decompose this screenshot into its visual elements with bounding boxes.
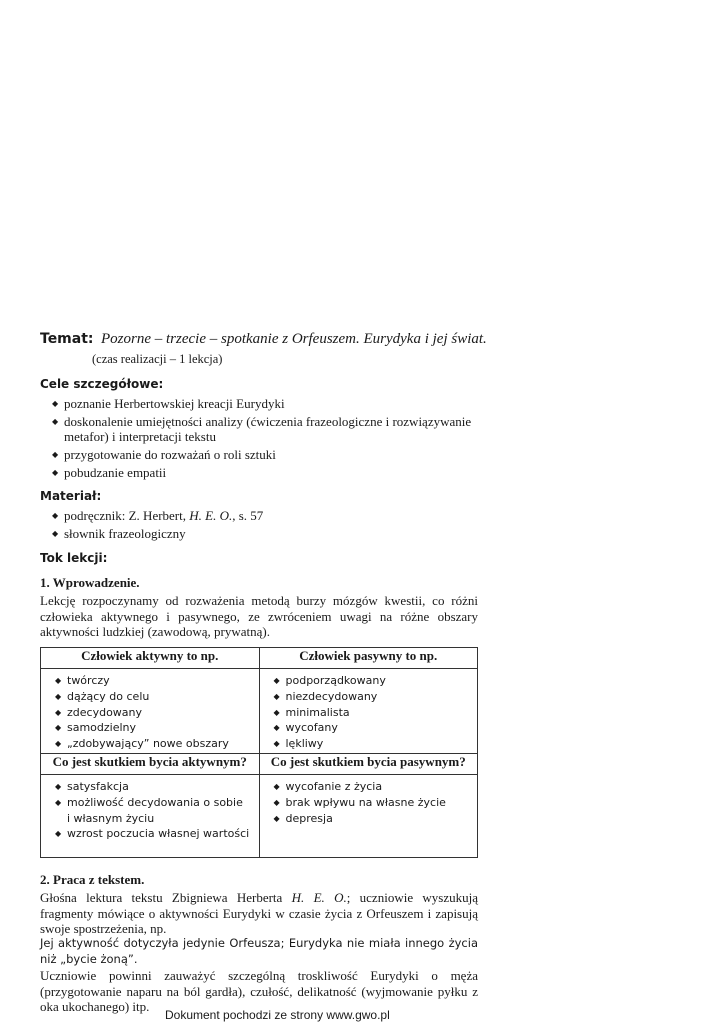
list-item: ◆ doskonalenie umiejętności analizy (ćwiczenia frazeologiczne i rozwiązywanie metafor) i interpretacji tekstu <box>52 414 480 444</box>
topic-title: Pozorne – trzecie – spotkanie z Orfeuszem. Eurydyka i jej świat. <box>101 331 487 347</box>
section2-title: 2. Praca z tekstem. <box>40 872 145 887</box>
footer-source: Dokument pochodzi ze strony www.gwo.pl <box>165 1008 390 1022</box>
list-item: ◆ depresja <box>274 811 478 827</box>
section2-paragraph-2: Jej aktywność dotyczyła jedynie Orfeusza; Eurydyka nie miała innego życia niż „bycie żoną”. <box>40 936 478 966</box>
list-item: ◆ zdecydowany <box>55 705 259 721</box>
table-header: Co jest skutkiem bycia pasywnym? <box>259 754 478 775</box>
topic-label: Temat: <box>40 331 94 347</box>
list-item: ◆ podporządkowany <box>274 673 478 689</box>
goals-heading: Cele szczegółowe: <box>40 377 164 391</box>
list-item: ◆ lękliwy <box>274 736 478 752</box>
topic-line <box>40 331 490 348</box>
goals-list <box>52 396 480 483</box>
section2-paragraph-1: Głośna lektura tekstu Zbigniewa Herberta H. E. O.; uczniowie wyszukują fragmenty mówiące o aktywności Eurydyki w czasie życia z Orfeuszem i zapisują swoje spostrzeżenia, np. <box>40 890 478 936</box>
topic-duration: (czas realizacji – 1 lekcja) <box>92 352 223 366</box>
table-cell <box>259 669 478 754</box>
list-item: ◆ „zdobywający” nowe obszary <box>55 736 259 752</box>
lesson-heading: Tok lekcji: <box>40 551 108 565</box>
table-cell <box>259 775 478 858</box>
list-item: ◆ wycofany <box>274 720 478 736</box>
list-item: ◆ słownik frazeologiczny <box>52 526 480 541</box>
list-item: ◆ podręcznik: Z. Herbert, H. E. O., s. 57 <box>52 508 480 523</box>
list-item: ◆ wzrost poczucia własnej wartości <box>55 826 259 842</box>
material-list <box>52 508 480 544</box>
list-item: ◆ minimalista <box>274 705 478 721</box>
section1-text: Lekcję rozpoczynamy od rozważenia metodą burzy mózgów kwestii, co różni człowieka aktywnego i pasywnego, ze zwróceniem uwagi na różne obszary aktywności ludzkiej (zawodową, prywatną). <box>40 593 478 639</box>
list-item: ◆ twórczy <box>55 673 259 689</box>
table-cell <box>41 669 260 754</box>
section1-title: 1. Wprowadzenie. <box>40 575 140 590</box>
list-item: ◆ pobudzanie empatii <box>52 465 480 480</box>
section2-paragraph-3: Uczniowie powinni zauważyć szczególną troskliwość Eurydyki o męża (przygotowanie naparu na ból gardła), czułość, delikatność (wyjmowanie pyłku z oka ukochanego) itp. <box>40 968 478 1014</box>
list-item: ◆ brak wpływu na własne życie <box>274 795 478 811</box>
list-item: ◆ satysfakcja <box>55 779 259 795</box>
comparison-table <box>40 647 478 858</box>
list-item: ◆ możliwość decydowania o sobie i własnym życiu <box>55 795 259 827</box>
table-header: Człowiek pasywny to np. <box>259 648 478 669</box>
list-item: ◆ poznanie Herbertowskiej kreacji Eurydyki <box>52 396 480 411</box>
list-item: ◆ wycofanie z życia <box>274 779 478 795</box>
table-cell <box>41 775 260 858</box>
material-heading: Materiał: <box>40 489 102 503</box>
list-item: ◆ niezdecydowany <box>274 689 478 705</box>
table-header: Co jest skutkiem bycia aktywnym? <box>41 754 260 775</box>
list-item: ◆ przygotowanie do rozważań o roli sztuki <box>52 447 480 462</box>
list-item: ◆ dążący do celu <box>55 689 259 705</box>
table-header: Człowiek aktywny to np. <box>41 648 260 669</box>
list-item: ◆ samodzielny <box>55 720 259 736</box>
